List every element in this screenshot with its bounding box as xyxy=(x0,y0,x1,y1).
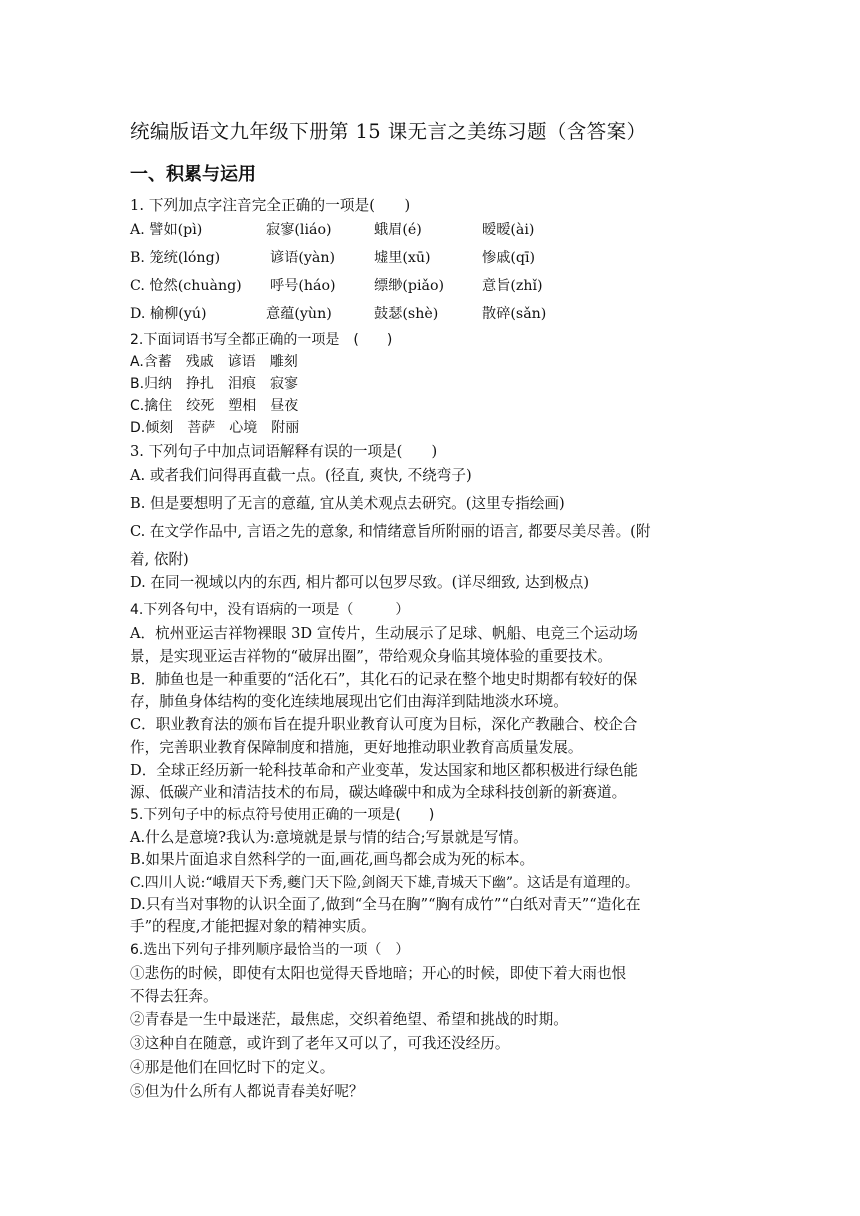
question-6-sentence-5: ⑤但为什么所有人都说青春美好呢？ xyxy=(130,1083,364,1100)
question-5-option-d: D.只有当对事物的认识全面了,做到“全马在胸”“胸有成竹”“白纸对青天”“造化在 xyxy=(130,896,641,913)
question-2-stem: 2.下面词语书写全都正确的一项是 ( ) xyxy=(130,332,393,348)
question-2-option-a: A.含蓄 残戚 谚语 雕刻 xyxy=(130,354,298,370)
question-5-option-a: A.什么是意境?我认为:意境就是景与情的结合;写景就是写情。 xyxy=(130,829,528,846)
question-5-option-b: B.如果片面追求自然科学的一面,画花,画鸟都会成为死的标本。 xyxy=(130,851,535,868)
question-6-sentence-1: ①悲伤的时候，即使有太阳也觉得天昏地暗；开心的时候，即使下着大雨也恨 xyxy=(130,965,627,982)
option-item: 缥缈(piǎo) xyxy=(374,278,445,294)
question-4-option-c-cont: 作，完善职业教育保障制度和措施，更好地推动职业教育高质量发展。 xyxy=(130,739,583,756)
question-5-stem: 5.下列句子中的标点符号使用正确的一项是( ) xyxy=(130,807,435,823)
question-4-option-b-cont: 存，肺鱼身体结构的变化连续地展现出它们由海洋到陆地淡水环境。 xyxy=(130,693,568,710)
question-5-option-d-cont: 手”的程度,才能把握对象的精神实质。 xyxy=(130,918,376,935)
question-2-option-b: B.归纳 挣扎 泪痕 寂寥 xyxy=(130,376,299,392)
question-4-option-d: D．全球正经历新一轮科技革命和产业变革，发达国家和地区都积极进行绿色能 xyxy=(130,762,638,779)
question-3-option-c: C. 在文学作品中, 言语之先的意象, 和情绪意旨所附丽的语言, 都要尽美尽善。(附 xyxy=(130,523,651,540)
option-item: 鼓瑟(shè) xyxy=(374,306,439,322)
question-6-sentence-4: ④那是他们在回忆时下的定义。 xyxy=(130,1059,335,1076)
option-item: 散碎(sǎn) xyxy=(482,306,547,322)
question-2-option-d: D.倾刻 菩萨 心境 附丽 xyxy=(130,420,300,436)
option-item: 呼号(háo) xyxy=(270,278,336,294)
question-3-option-b: B. 但是要想明了无言的意蕴, 宜从美术观点去研究。(这里专指绘画) xyxy=(130,495,565,512)
question-4-option-a: A．杭州亚运吉祥物裸眼 3D 宣传片，生动展示了足球、帆船、电竞三个运动场 xyxy=(130,625,638,642)
document-title: 统编版语文九年级下册第 15 课无言之美练习题（含答案） xyxy=(130,120,647,143)
option-item: 墟里(xū) xyxy=(374,250,431,266)
option-item: 意旨(zhǐ) xyxy=(482,278,543,294)
question-3-option-d: D. 在同一视域以内的东西, 相片都可以包罗尽致。(详尽细致, 达到极点) xyxy=(130,574,590,591)
option-item: 寂寥(liáo) xyxy=(266,222,332,238)
option-item: 惨戚(qī) xyxy=(482,250,536,266)
question-1-stem: 1. 下列加点字注音完全正确的一项是( ) xyxy=(130,197,411,214)
question-3-stem: 3. 下列句子中加点词语解释有误的一项是( ) xyxy=(130,443,438,460)
option-item: C. 怆然(chuàng) xyxy=(130,278,242,294)
option-item: 谚语(yàn) xyxy=(270,250,336,266)
question-4-option-c: C．职业教育法的颁布旨在提升职业教育认可度为目标，深化产教融合、校企合 xyxy=(130,716,638,733)
option-item: 意蕴(yùn) xyxy=(266,306,332,322)
question-4-option-d-cont: 源、低碳产业和清洁技术的布局，碳达峰碳中和成为全球科技创新的新赛道。 xyxy=(130,784,627,801)
question-5-option-c: C.四川人说:“峨眉天下秀,夔门天下险,剑阁天下雄,青城天下幽”。这话是有道理的。 xyxy=(130,875,640,891)
question-4-option-b: B．肺鱼也是一种重要的“活化石”，其化石的记录在整个地史时期都有较好的保 xyxy=(130,671,638,688)
question-6-sentence-1-cont: 不得去狂奔。 xyxy=(130,988,218,1005)
question-2-option-c: C.擒住 绞死 塑相 昼夜 xyxy=(130,398,299,414)
question-6-sentence-3: ③这种自在随意，或许到了老年又可以了，可我还没经历。 xyxy=(130,1035,510,1052)
option-item: D. 榆柳(yú) xyxy=(130,306,207,322)
question-3-option-c-cont: 着, 依附) xyxy=(130,551,189,568)
option-item: 暧暧(ài) xyxy=(482,222,535,238)
option-item: B. 笼统(lóng) xyxy=(130,250,221,266)
question-6-stem: 6.选出下列句子排列顺序最恰当的一项（ ） xyxy=(130,942,410,958)
question-3-option-a: A. 或者我们问得再直截一点。(径直, 爽快, 不绕弯子) xyxy=(130,467,472,484)
question-6-sentence-2: ②青春是一生中最迷茫，最焦虑，交织着绝望、希望和挑战的时期。 xyxy=(130,1011,568,1028)
question-4-stem: 4.下列各句中，没有语病的一项是（ ） xyxy=(130,602,410,618)
question-4-option-a-cont: 景，是实现亚运吉祥物的“破屏出圈”，带给观众身临其境体验的重要技术。 xyxy=(130,648,612,665)
option-item: A. 譬如(pì) xyxy=(130,222,203,238)
option-item: 蛾眉(é) xyxy=(374,222,422,238)
section-heading: 一、积累与运用 xyxy=(130,164,256,185)
